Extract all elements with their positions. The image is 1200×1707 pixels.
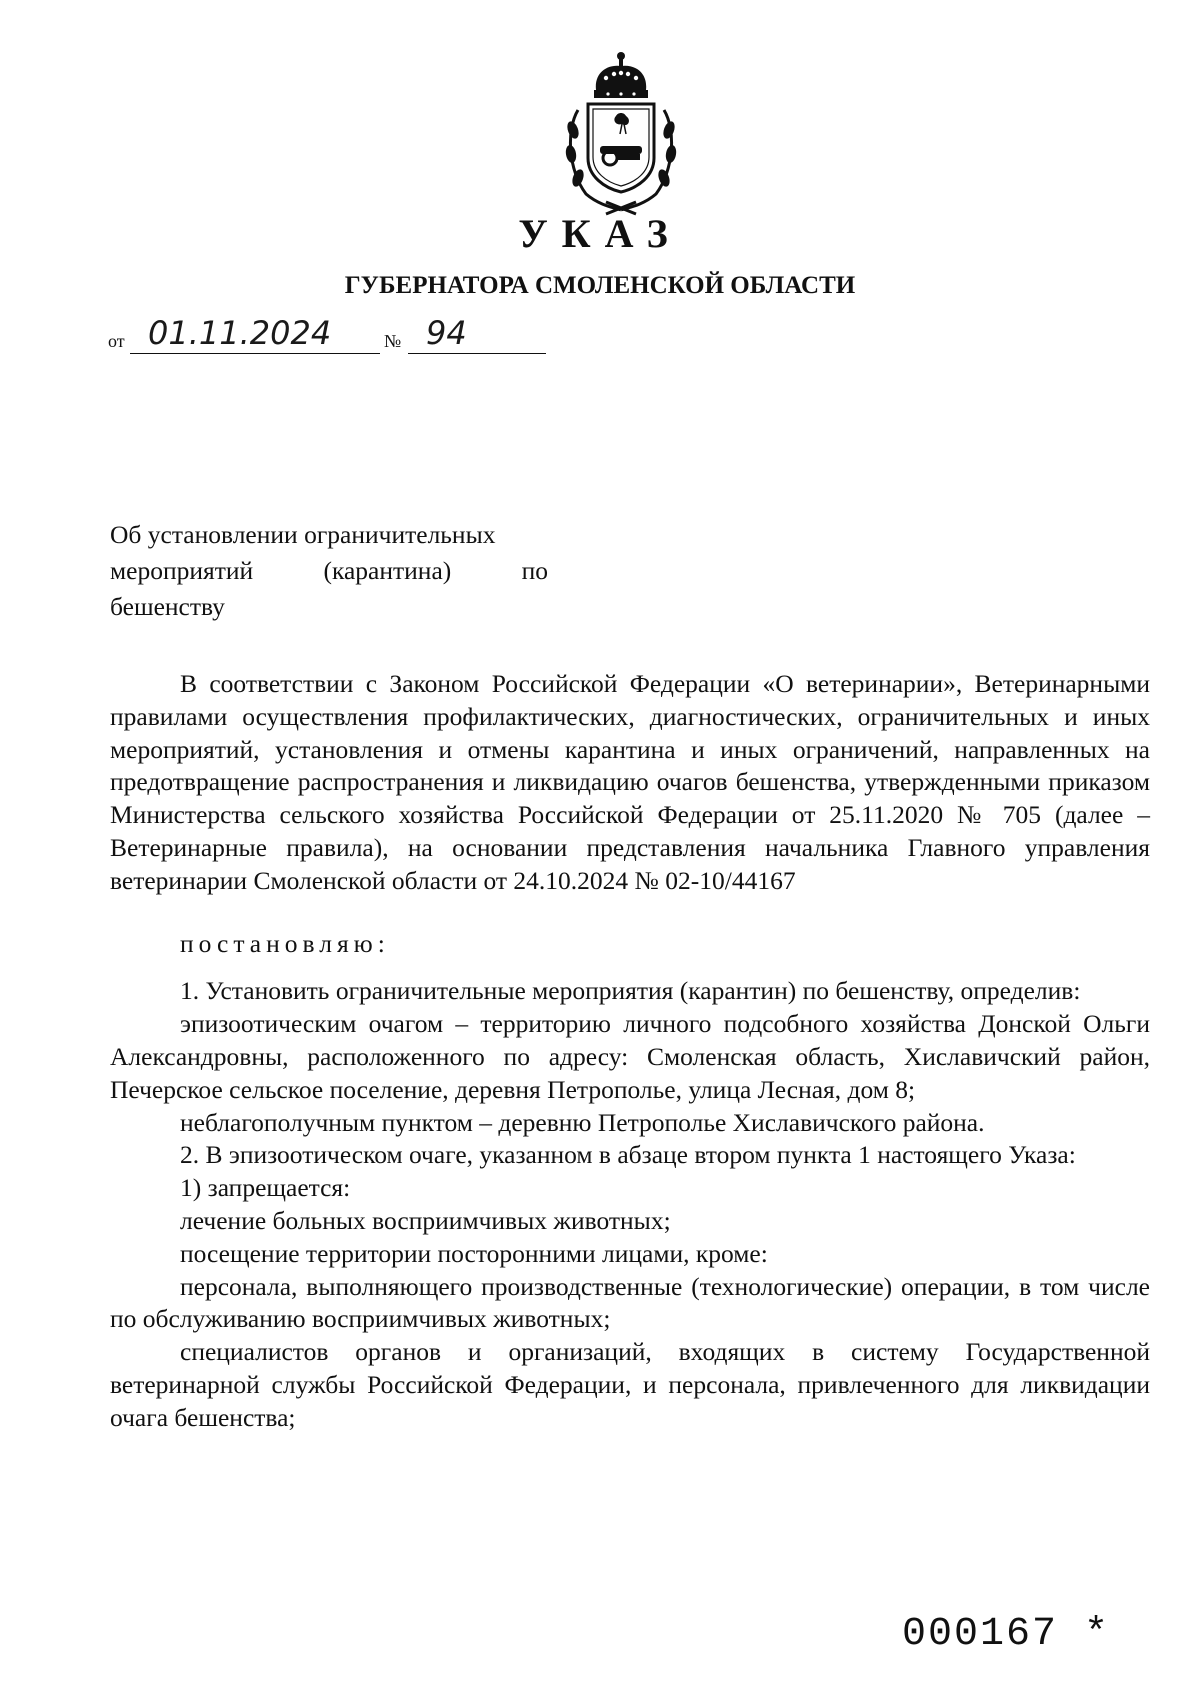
number-underline [408, 353, 546, 355]
document-subject [110, 517, 548, 625]
date-underline [130, 353, 380, 355]
handwritten-date: 01.11.2024 [148, 314, 332, 352]
number-prefix: № [384, 331, 402, 351]
body-paragraph: персонала, выполняющего производственные (технологические) операции, в том числе по обслуживанию восприимчивых животных; [110, 1271, 1150, 1334]
preamble-paragraph: В соответствии с Законом Российской Федерации «О ветеринарии», Ветеринарными правилами осуществления профилактических, диагностических, ограничительных и иных мероприятий, установления и отмены карантина и иных ограничений, направленных на предотвращение распространения и ликвидацию очагов бешенства, утвержденными приказом Министерства сельского хозяйства Российской Федерации от 25.11.2020 № 705 (далее – Ветеринарные правила), на основании представления начальника Главного управления ветеринарии Смоленской области от 24.10.2024 № 02-10/44167 [110, 669, 1150, 895]
date-prefix: от [108, 331, 125, 351]
document-title: УКАЗ [518, 211, 682, 256]
body-paragraph: 2. В эпизоотическом очаге, указанном в абзаце втором пункта 1 настоящего Указа: [180, 1140, 1076, 1170]
subject-line: мероприятий (карантина) по [110, 556, 548, 585]
resolve-word: постановляю: [180, 928, 390, 958]
subject-line: Об установлении ограничительных [110, 520, 496, 549]
body-paragraph: неблагополучным пунктом – деревню Петрополье Хиславичского района. [180, 1107, 985, 1137]
body-paragraph: 1. Установить ограничительные мероприятия (карантин) по бешенству, определив: [180, 976, 1081, 1006]
handwritten-number: 94 [426, 314, 467, 352]
document-issuer: ГУБЕРНАТОРА СМОЛЕНСКОЙ ОБЛАСТИ [344, 272, 856, 299]
body-paragraph: посещение территории посторонними лицами, кроме: [180, 1238, 768, 1268]
body-paragraph: эпизоотическим очагом – территорию личного подсобного хозяйства Донской Ольги Александровны, расположенного по адресу: Смоленская область, Хиславичский район, Печерское сельское поселение, деревня Петрополье, улица Лесная, дом 8; [110, 1009, 1150, 1104]
serial-number: 000167 * [902, 1612, 1111, 1657]
smolensk-coat-of-arms [556, 50, 686, 218]
document-body [110, 668, 1150, 1435]
body-paragraph: специалистов органов и организаций, входящих в систему Государственной ветеринарной службы Российской Федерации, и персонала, привлеченного для ликвидации очага бешенства; [110, 1337, 1150, 1432]
body-paragraph: лечение больных восприимчивых животных; [180, 1205, 671, 1235]
date-number-line [108, 314, 548, 358]
subject-line: бешенству [110, 592, 225, 621]
body-paragraph: 1) запрещается: [180, 1173, 351, 1203]
